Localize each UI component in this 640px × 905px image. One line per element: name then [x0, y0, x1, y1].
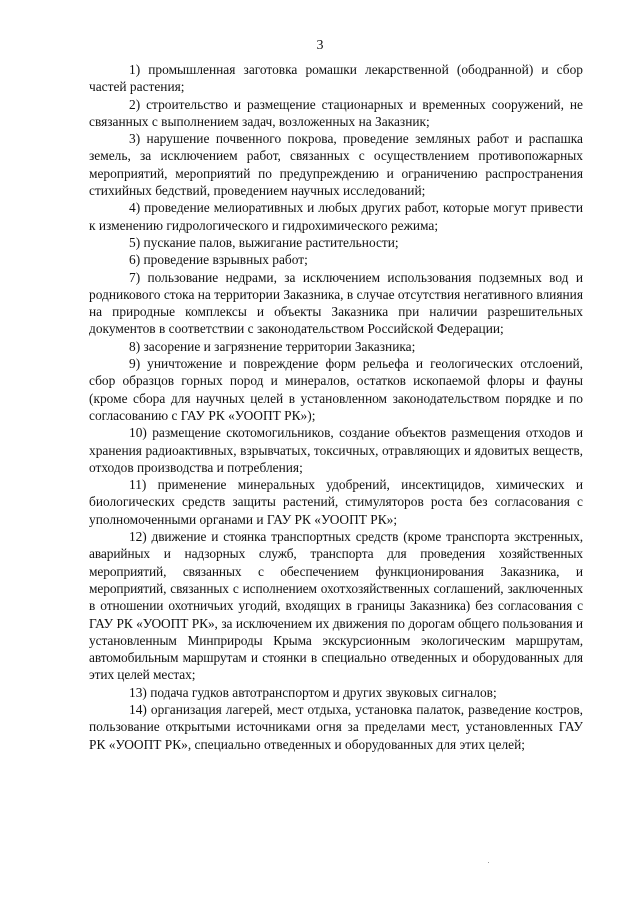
list-item-13: 13) подача гудков автотранспортом и других звуковых сигналов;: [129, 684, 497, 700]
scan-speck: [488, 862, 489, 863]
list-item-12: 12) движение и стоянка транспортных средств (кроме транспорта экстренных, аварийных и надзорных служб, транспорта для проведения хозяйственных мероприятий, связанных с обеспечением функционирования Заказника, и мероприятий, связанных с исполнением охотхозяйственных соглашений, заключенных в отношении охотничьих угодий, входящих в границы Заказника) без согласования с ГАУ РК «УООПТ РК», за исключением их движения по дорогам общего пользования и установленным Минприроды Крыма экскурсионным экологическим маршрутам, автомобильным маршрутам и стоянки в специально отведенных и оборудованных для этих целей местах;: [89, 529, 583, 683]
list-item-8: 8) засорение и загрязнение территории Заказника;: [129, 338, 416, 354]
list-item-4: 4) проведение мелиоративных и любых других работ, которые могут привести к изменению гидрологического и гидрохимического режима;: [89, 200, 583, 233]
list-item-9: 9) уничтожение и повреждение форм рельефа и геологических отслоений, сбор образцов горных пород и минералов, остатков ископаемой флоры и фауны (кроме сбора для научных целей в установленном законодательством порядке и по согласованию с ГАУ РК «УООПТ РК»);: [89, 356, 583, 423]
list-item-10: 10) размещение скотомогильников, создание объектов размещения отходов и хранения радиоактивных, взрывчатых, токсичных, отравляющих и ядовитых веществ, отходов производства и потребления;: [89, 425, 583, 475]
list-item-5: 5) пускание палов, выжигание растительности;: [129, 234, 399, 250]
document-body: [89, 61, 583, 753]
page-number: 3: [316, 38, 324, 53]
list-item-3: 3) нарушение почвенного покрова, проведение земляных работ и распашка земель, за исключением работ, связанных с осуществлением противопожарных мероприятий, мероприятий по предупреждению и ограничению распространения стихийных бедствий, проведением научных исследований;: [89, 131, 583, 199]
list-item-2: 2) строительство и размещение стационарных и временных сооружений, не связанных с выполнением задач, возложенных на Заказник;: [89, 96, 583, 129]
list-item-7: 7) пользование недрами, за исключением использования подземных вод и родникового стока на территории Заказника, в случае отсутствия негативного влияния на природные комплексы и объекты Заказника при наличии разрешительных документов в соответствии с законодательством Российской Федерации;: [89, 269, 583, 337]
list-item-1: 1) промышленная заготовка ромашки лекарственной (ободранной) и сбор частей растения;: [89, 62, 583, 95]
list-item-11: 11) применение минеральных удобрений, инсектицидов, химических и биологических средств защиты растений, стимуляторов роста без согласования с уполномоченными органами и ГАУ РК «УООПТ РК»;: [89, 477, 583, 527]
list-item-6: 6) проведение взрывных работ;: [129, 252, 308, 268]
list-item-14: 14) организация лагерей, мест отдыха, установка палаток, разведение костров, пользование открытыми источниками огня за пределами мест, установленных ГАУ РК «УООПТ РК», специально отведенных и оборудованных для этих целей;: [89, 701, 583, 752]
